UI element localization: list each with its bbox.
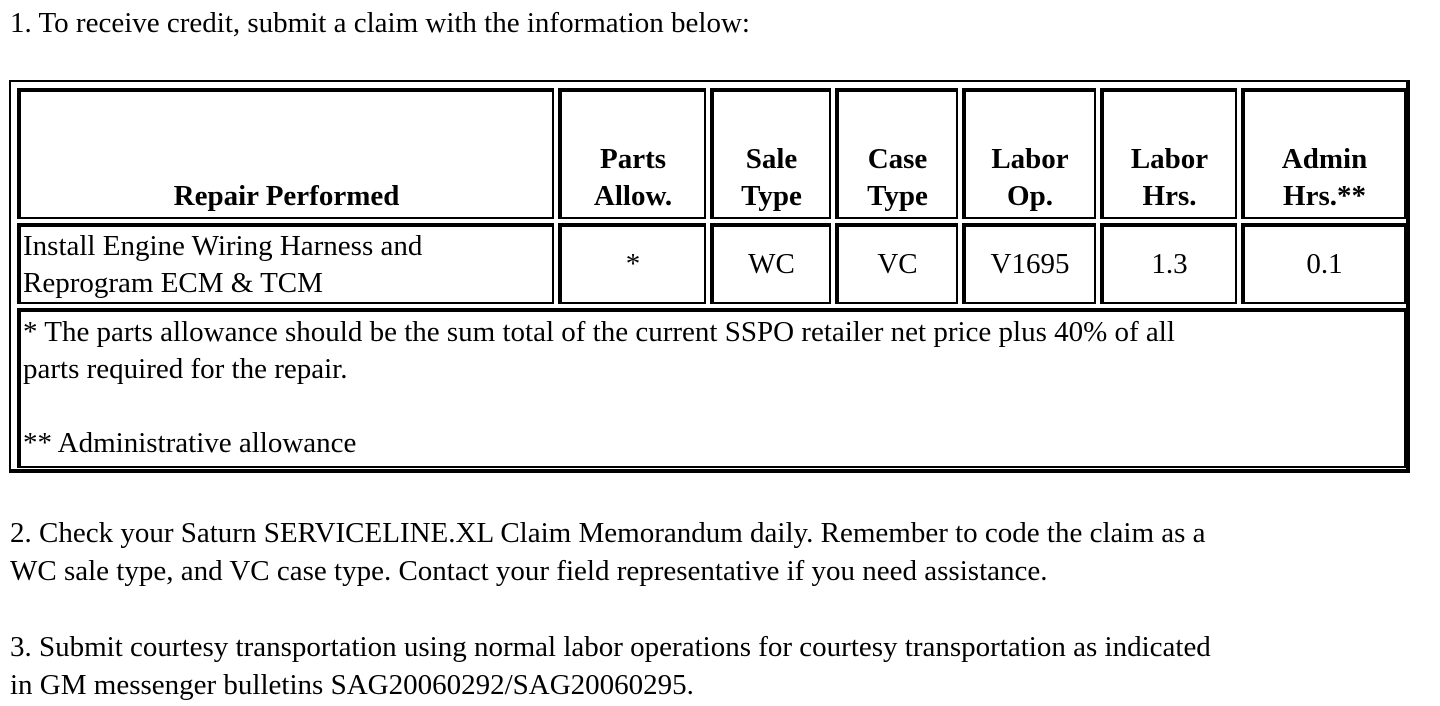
cell-parts-allow: * xyxy=(558,223,706,304)
instruction-step-3 xyxy=(10,628,1211,704)
step-2-line-1: 2. Check your Saturn SERVICELINE.XL Claim Memorandum daily. Remember to code the claim as a xyxy=(10,517,1206,549)
cell-repair-performed: Install Engine Wiring Harness and Reprogram ECM & TCM xyxy=(17,223,554,304)
footnote-spacer xyxy=(23,388,1402,425)
header-parts-allow: Parts Allow. xyxy=(558,88,706,219)
claim-table-frame xyxy=(9,80,1410,473)
header-repair-performed: Repair Performed xyxy=(17,88,554,219)
table-header-row xyxy=(17,88,1406,219)
step-2-line-2: WC sale type, and VC case type. Contact your field representative if you need assistance. xyxy=(10,555,1048,587)
step-3-line-1: 3. Submit courtesy transportation using normal labor operations for courtesy transportation as indicated xyxy=(10,631,1211,663)
cell-footnotes xyxy=(17,308,1406,468)
cell-case-type: VC xyxy=(835,223,958,304)
claim-table xyxy=(13,84,1410,472)
step-3-line-2: in GM messenger bulletins SAG20060292/SAG20060295. xyxy=(10,669,694,701)
cell-sale-type: WC xyxy=(710,223,831,304)
step-1-text: 1. To receive credit, submit a claim with the information below: xyxy=(10,7,750,39)
header-labor-op: Labor Op. xyxy=(962,88,1096,219)
footnote-parts-allowance-line1: * The parts allowance should be the sum total of the current SSPO retailer net price plus 40% of all xyxy=(23,316,1175,348)
header-case-type: Case Type xyxy=(835,88,958,219)
cell-labor-op: V1695 xyxy=(962,223,1096,304)
table-notes-row xyxy=(17,308,1406,468)
table-row xyxy=(17,223,1406,304)
footnote-admin-allowance: ** Administrative allowance xyxy=(23,427,357,459)
footnote-parts-allowance-line2: parts required for the repair. xyxy=(23,353,348,385)
instruction-step-1 xyxy=(10,4,750,42)
header-labor-hrs: Labor Hrs. xyxy=(1100,88,1237,219)
header-sale-type: Sale Type xyxy=(710,88,831,219)
cell-labor-hrs: 1.3 xyxy=(1100,223,1237,304)
header-admin-hrs: Admin Hrs.** xyxy=(1241,88,1406,219)
cell-admin-hrs: 0.1 xyxy=(1241,223,1406,304)
instruction-step-2 xyxy=(10,514,1206,590)
